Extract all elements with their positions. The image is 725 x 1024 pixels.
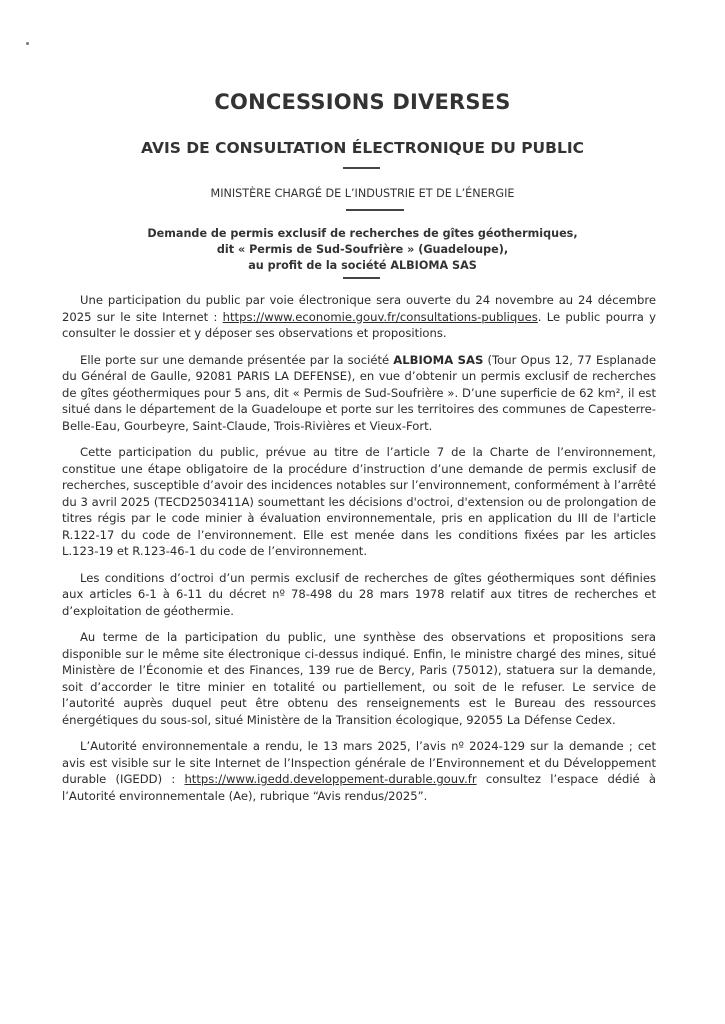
paragraph-request (62, 352, 656, 435)
subject-block (0, 226, 725, 274)
paragraph-conditions: Les conditions d’octroi d’un permis exclusif de recherches de gîtes géothermiques sont définies aux articles 6-1 à 6-11 du décret nº 78-498 du 28 mars 1978 relatif aux titres de recherches et d’exploitation de géothermie. (62, 570, 656, 618)
notice-heading: AVIS DE CONSULTATION ÉLECTRONIQUE DU PUBLIC (141, 139, 584, 157)
paragraph-outcome: Au terme de la participation du public, une synthèse des observations et propositions sera disponible sur le même site électronique ci-dessus indiqué. Enfin, le ministre chargé des mines, situé Ministère de l’Économie et des Finances, 139 rue de Bercy, Paris (75012), statuera sur la demande, soit d’accorder le titre minier en totalité ou partiellement, ou soit de le refuser. Le service de l’autorité auprès duquel peut être obtenu des renseignements est le Bureau des ressources énergétiques du sous-sol, situé Ministère de la Transition écologique, 92055 La Défense Cedex. (62, 630, 656, 727)
scan-speck (26, 42, 29, 45)
paragraph-consultation-dates (62, 292, 656, 342)
page-title: CONCESSIONS DIVERSES (214, 90, 511, 114)
paragraph-text: L’Autorité environnementale a rendu, le 13 mars 2025, l’avis nº 2024-129 sur la demande ; cet avis est visible sur le site Internet de l’Inspection générale de l’Environnement et du Développement durable (IGEDD) : (62, 739, 656, 786)
paragraph-text: consultez l’espace dédié à l’Autorité environnementale (Ae), rubrique “Avis rendus/2025”. (62, 772, 656, 803)
company-name: ALBIOMA SAS (393, 352, 484, 367)
consultation-link[interactable]: https://www.economie.gouv.fr/consultations-publiques (222, 309, 538, 324)
divider (343, 167, 380, 169)
divider (343, 277, 380, 279)
subject-line: dit « Permis de Sud-Soufrière » (Guadeloupe), (216, 243, 509, 256)
divider (346, 209, 404, 211)
subject-line: au profit de la société ALBIOMA SAS (248, 259, 477, 272)
notice-body (62, 292, 656, 814)
paragraph-text: (Tour Opus 12, 77 Esplanade du Général de Gaulle, 92081 PARIS LA DEFENSE), en vue d’obtenir un permis exclusif de recherches de gîtes géothermiques pour 5 ans, dit « Permis de Sud-Soufrière ». D’une superficie de 62 km², il est situé dans le département de la Guadeloupe et porte sur les territoires des communes de Capesterre-Belle-Eau, Gourbeyre, Saint-Claude, Trois-Rivières et Vieux-Fort. (62, 352, 657, 433)
paragraph-text: Une participation du public par voie électronique sera ouverte du 24 novembre au 24 décembre 2025 sur le site Internet : (62, 293, 656, 324)
subject-line: Demande de permis exclusif de recherches de gîtes géothermiques, (147, 227, 578, 240)
paragraph-text: Elle porte sur une demande présentée par la société (80, 352, 394, 367)
paragraph-legal-basis: Cette participation du public, prévue au titre de l’article 7 de la Charte de l’environnement, constitue une étape obligatoire de la procédure d’instruction d’une demande de permis exclusif de recherches, susceptible d’avoir des incidences notables sur l’environnement, conformément à l’arrêté du 3 avril 2025 (TECD2503411A) soumettant les décisions d'octroi, d'extension ou de prolongation de titres régis par le code minier à évaluation environnementale, pris en application du III de l'article R.122-17 du code de l’environnement. Elle est menée dans les conditions fixées par les articles L.123-19 et R.123-46-1 du code de l’environnement. (62, 445, 656, 558)
paragraph-environmental-authority (62, 738, 656, 804)
igedd-link[interactable]: https://www.igedd.developpement-durable.gouv.fr (184, 772, 477, 786)
ministry-name: MINISTÈRE CHARGÉ DE L’INDUSTRIE ET DE L’ÉNERGIE (210, 187, 515, 200)
paragraph-text: . Le public pourra y consulter le dossier et y déposer ses observations et propositions. (62, 309, 656, 340)
